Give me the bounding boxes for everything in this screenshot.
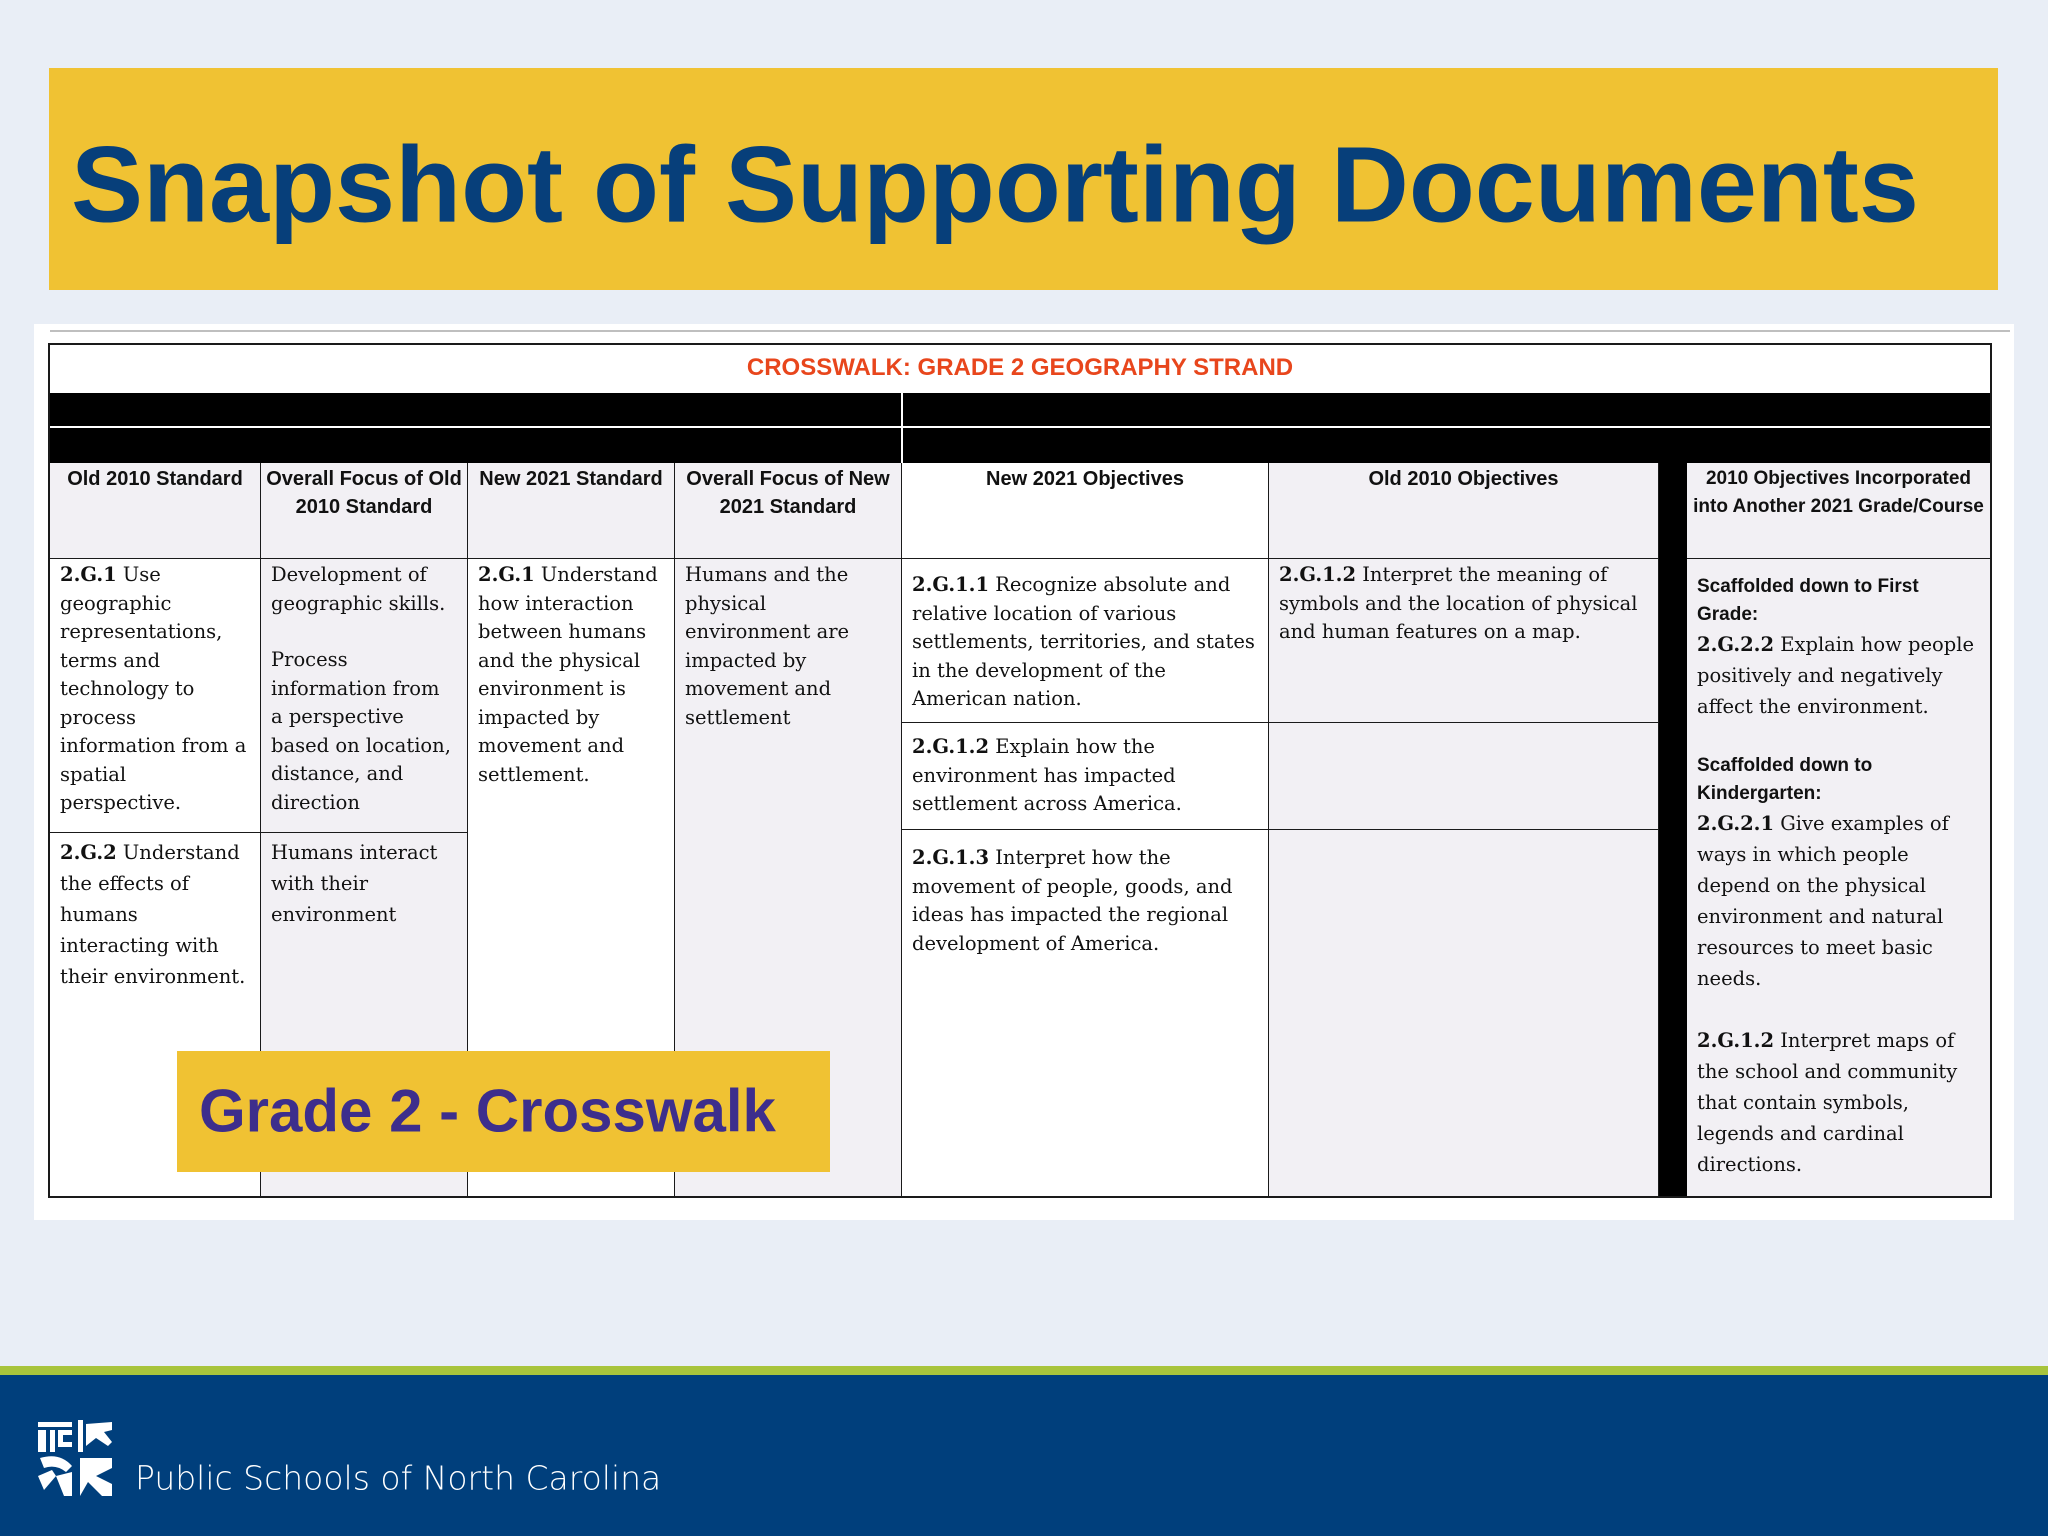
slide-title: Snapshot of Supporting Documents — [71, 123, 1919, 245]
band-divider — [50, 426, 1990, 428]
old-objective-empty — [1269, 723, 1659, 830]
old-objective-empty — [1269, 830, 1659, 1196]
header-old-objectives: Old 2010 Objectives — [1269, 463, 1659, 559]
old-focus-2g1: Development of geographic skills. Process information from a perspective based on location, distance, and direction — [261, 559, 468, 833]
header-band-left — [50, 393, 901, 463]
header-old-standard: Old 2010 Standard — [50, 463, 261, 559]
title-banner — [49, 68, 1998, 290]
header-incorporated: 2010 Objectives Incorporated into Another 2021 Grade/Course — [1687, 463, 1990, 559]
footer-bar — [0, 1375, 2048, 1536]
grade-label-banner — [177, 1051, 830, 1172]
footer-accent-stripe — [0, 1366, 2048, 1375]
footer-organization-name: Public Schools of North Carolina — [135, 1458, 662, 1498]
column-separator — [1659, 463, 1687, 1196]
new-objective-2g12: 2.G.1.2 Explain how the environment has impacted settlement across America. — [902, 723, 1269, 830]
header-new-standard: New 2021 Standard — [468, 463, 675, 559]
header-band-right — [903, 393, 1990, 463]
new-objective-2g13: 2.G.1.3 Interpret how the movement of people, goods, and ideas has impacted the regional development of America. — [902, 830, 1269, 1196]
divider — [50, 330, 2010, 332]
header-new-objectives: New 2021 Objectives — [902, 463, 1269, 559]
header-new-focus: Overall Focus of New 2021 Standard — [675, 463, 902, 559]
table-title: CROSSWALK: GRADE 2 GEOGRAPHY STRAND — [746, 354, 1294, 381]
old-standard-2g2: 2.G.2 Understand the effects of humans interacting with their environment. — [50, 833, 261, 1196]
incorporated-objectives: Scaffolded down to First Grade: 2.G.2.2 Explain how people positively and negatively affect the environment. Scaffolded down to Kindergarten: 2.G.2.1 Give examples of ways in which people depend on the physical environment and natural resources to meet basic needs. 2.G.1.2 Interpret maps of the school and community that contain symbols, legends and cardinal directions. — [1687, 559, 1990, 1196]
old-standard-2g1: 2.G.1 Use geographic representations, terms and technology to process information from a spatial perspective. — [50, 559, 261, 833]
grade-label: Grade 2 - Crosswalk — [199, 1077, 776, 1145]
dpi-logo-icon — [36, 1418, 116, 1498]
new-standard-2g1: 2.G.1 Understand how interaction between humans and the physical environment is impacted by movement and settlement. — [468, 559, 675, 1196]
new-objective-2g11: 2.G.1.1 Recognize absolute and relative location of various settlements, territories, and states in the development of the American nation. — [902, 559, 1269, 723]
header-old-focus: Overall Focus of Old 2010 Standard — [261, 463, 468, 559]
new-focus-2g1: Humans and the physical environment are impacted by movement and settlement — [675, 559, 902, 1196]
old-objective-2g12: 2.G.1.2 Interpret the meaning of symbols and the location of physical and human features on a map. — [1269, 559, 1659, 723]
old-focus-2g2: Humans interact with their environment — [261, 833, 468, 1196]
